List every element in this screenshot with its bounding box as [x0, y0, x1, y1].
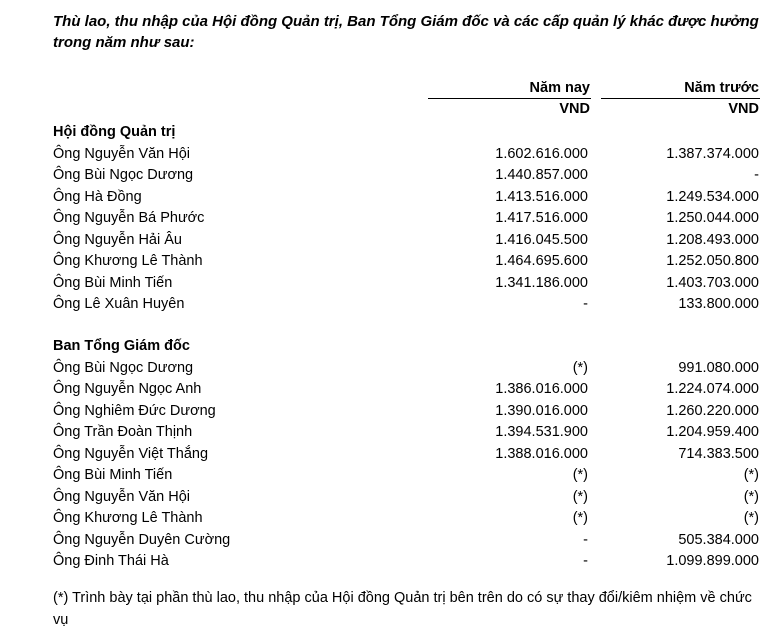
previous-year-value: 1.204.959.400: [666, 424, 759, 440]
person-name: Ông Nguyễn Văn Hội: [53, 488, 191, 505]
person-name: Ông Khương Lê Thành: [53, 253, 203, 269]
person-name: Ông Nguyễn Hải Âu: [53, 231, 182, 248]
table-row: [53, 294, 763, 315]
table-row: [53, 422, 763, 443]
person-name: Ông Bùi Ngọc Dương: [53, 359, 194, 376]
table-row: [53, 379, 763, 400]
current-year-value: -: [583, 553, 588, 569]
header-rule-previous: [601, 98, 760, 99]
previous-year-value: 1.250.044.000: [666, 210, 759, 226]
current-year-value: 1.390.016.000: [495, 402, 588, 419]
current-year-value: 1.440.857.000: [495, 167, 588, 183]
current-year-value: 1.394.531.900: [495, 424, 588, 440]
table-row: [53, 551, 763, 572]
current-year-value: -: [583, 531, 588, 548]
table-row: [53, 401, 763, 422]
table-row: [53, 444, 763, 465]
previous-year-value: 991.080.000: [678, 359, 759, 376]
table-row: [53, 251, 763, 272]
section-title: [53, 336, 763, 357]
current-year-value: 1.413.516.000: [495, 188, 588, 205]
previous-year-value: (*): [743, 510, 759, 526]
column-header-previous-year: Năm trước: [684, 80, 759, 96]
person-name: Ông Bùi Minh Tiến: [53, 274, 173, 291]
table-row: [53, 530, 763, 551]
previous-year-value: 133.800.000: [678, 296, 759, 312]
current-year-value: 1.386.016.000: [495, 381, 588, 397]
previous-year-value: 505.384.000: [678, 531, 759, 548]
table-row: [53, 187, 763, 208]
person-name: Ông Nghiêm Đức Dương: [53, 402, 216, 419]
current-year-value: 1.602.616.000: [495, 145, 588, 162]
header-rule-current: [428, 98, 591, 99]
person-name: Ông Nguyễn Duyên Cường: [53, 531, 231, 548]
table-row: [53, 144, 763, 165]
person-name: Ông Lê Xuân Huyên: [53, 296, 185, 312]
current-year-value: 1.388.016.000: [495, 445, 588, 462]
previous-year-value: -: [754, 167, 759, 183]
previous-year-value: (*): [743, 488, 759, 505]
table-row: [53, 508, 763, 529]
section-title: [53, 122, 763, 143]
person-name: Ông Nguyễn Bá Phước: [53, 210, 205, 226]
table-row: [53, 208, 763, 229]
table-row: [53, 230, 763, 251]
person-name: Ông Hà Đồng: [53, 188, 142, 205]
previous-year-value: 1.260.220.000: [666, 402, 759, 419]
previous-year-value: 1.099.899.000: [666, 553, 759, 569]
previous-year-value: 1.252.050.800: [666, 253, 759, 269]
table-row: [53, 165, 763, 186]
previous-year-value: 1.224.074.000: [666, 381, 759, 397]
person-name: Ông Nguyễn Văn Hội: [53, 145, 191, 162]
previous-year-value: 714.383.500: [678, 445, 759, 462]
current-year-value: (*): [572, 488, 588, 505]
section-title-label: Ban Tổng Giám đốc: [53, 338, 190, 354]
person-name: Ông Nguyễn Việt Thắng: [53, 445, 209, 462]
person-name: Ông Nguyễn Ngọc Anh: [53, 381, 202, 397]
currency-label-current: VND: [559, 101, 590, 117]
table-row: [53, 487, 763, 508]
person-name: Ông Khương Lê Thành: [53, 510, 203, 526]
previous-year-value: 1.387.374.000: [666, 145, 759, 162]
table-row: [53, 465, 763, 486]
previous-year-value: 1.208.493.000: [666, 231, 759, 248]
previous-year-value: 1.403.703.000: [666, 274, 759, 291]
current-year-value: (*): [572, 359, 588, 376]
table-row: [53, 358, 763, 379]
current-year-value: -: [583, 296, 588, 312]
table-row: [53, 273, 763, 294]
current-year-value: 1.464.695.600: [495, 253, 588, 269]
previous-year-value: (*): [743, 467, 759, 483]
current-year-value: (*): [572, 467, 588, 483]
current-year-value: (*): [572, 510, 588, 526]
person-name: Ông Bùi Ngọc Dương: [53, 167, 194, 183]
person-name: Ông Đinh Thái Hà: [53, 553, 169, 569]
current-year-value: 1.416.045.500: [495, 231, 588, 248]
currency-label-previous: VND: [728, 101, 759, 117]
section-title-label: Hội đồng Quản trị: [53, 124, 176, 140]
current-year-value: 1.341.186.000: [495, 274, 588, 291]
footnote: (*) Trình bày tại phần thù lao, thu nhập của Hội đồng Quản trị bên trên do có sự thay đổi/kiêm nhiệm về chức vụ: [53, 590, 752, 628]
previous-year-value: 1.249.534.000: [666, 188, 759, 205]
column-header-current-year: Năm nay: [529, 80, 590, 96]
person-name: Ông Trần Đoàn Thịnh: [53, 424, 193, 440]
current-year-value: 1.417.516.000: [495, 210, 588, 226]
person-name: Ông Bùi Minh Tiến: [53, 467, 173, 483]
intro-text: Thù lao, thu nhập của Hội đồng Quản trị, Ban Tổng Giám đốc và các cấp quản lý khác được hưởng trong năm như sau:: [53, 13, 759, 51]
